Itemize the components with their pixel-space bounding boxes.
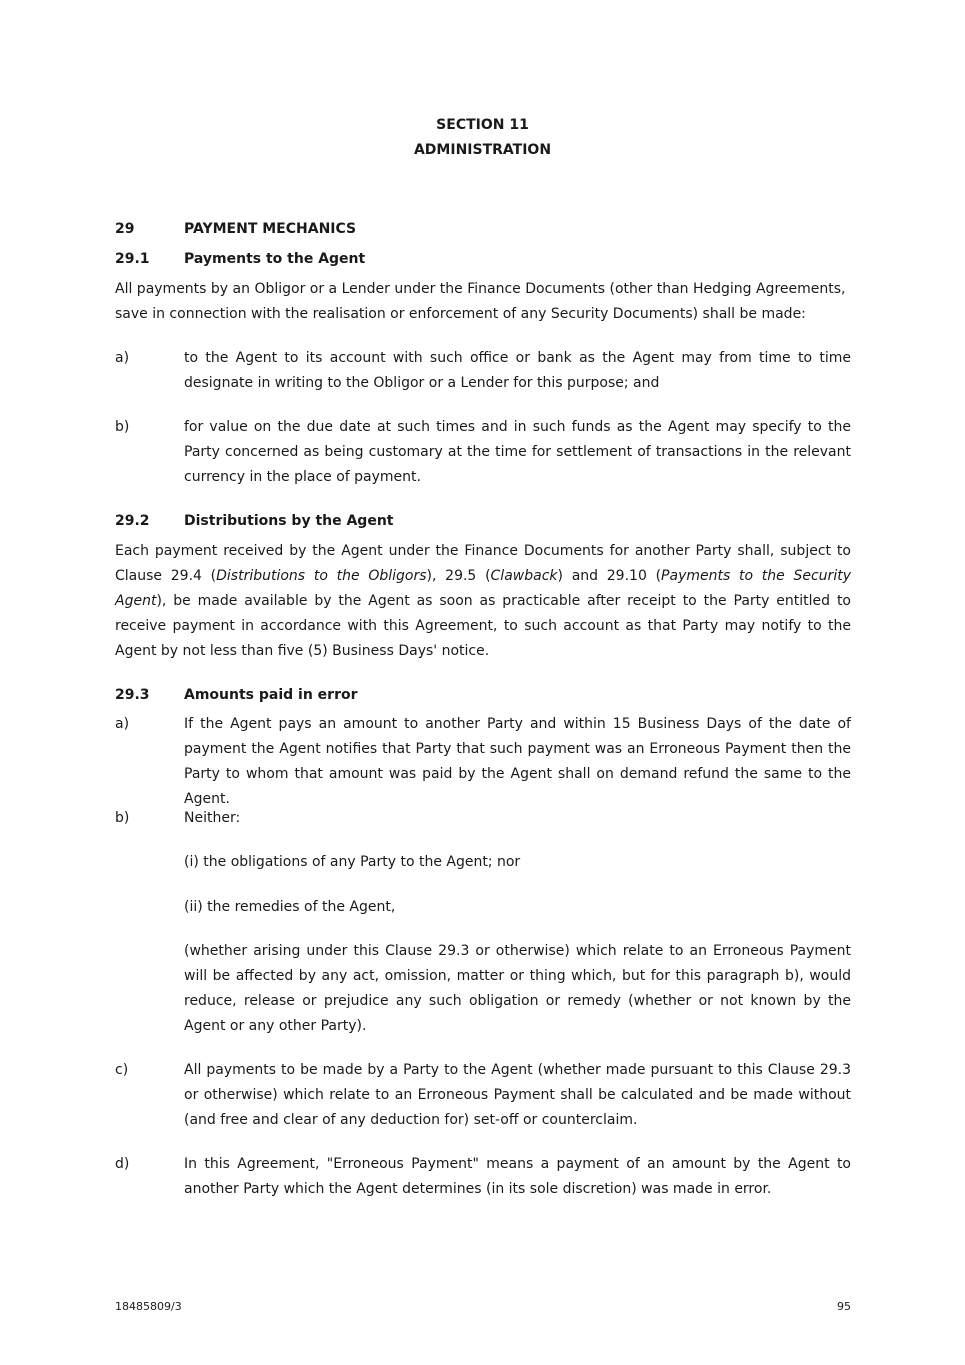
clause-29-3-b-tail: (whether arising under this Clause 29.3 or otherwise) which relate to an Erroneous Payment will be affected by any act, omission, matter or thing which, but for this paragraph b), would reduce, release or prejudice any such obligation or remedy (whether or not known by the Agent or any other Party). [184, 943, 851, 1034]
clause-29-3-c-marker: c) [115, 1062, 129, 1078]
clause-29-3-a-text: If the Agent pays an amount to another Party and within 15 Business Days of the date of payment the Agent notifies that Party that such payment was an Erroneous Payment then the Party to whom that amount was paid by the Agent shall on demand refund the same to the Agent. [184, 716, 851, 807]
clause-29-1-a-text: to the Agent to its account with such office or bank as the Agent may from time to time designate in writing to the Obligor or a Lender for this purpose; and [184, 350, 851, 391]
clause-29-2-number: 29.2 [115, 513, 150, 529]
clause-29-1-title: Payments to the Agent [184, 251, 366, 267]
clause-29-2-text-1: Each payment received by the Agent under the Finance Documents for another Party shall, subject to Clause 29.4 ( [115, 543, 851, 584]
clause-29-1-b-marker: b) [115, 419, 130, 435]
clause-29-3-number: 29.3 [115, 687, 150, 703]
clause-29-1-number: 29.1 [115, 251, 150, 267]
footer-page-number: 95 [837, 1300, 851, 1313]
clause-29-2-ref-security-agent: Payments to the Security Agent [115, 568, 851, 609]
clause-29-1-intro: All payments by an Obligor or a Lender under the Finance Documents (other than Hedging Agreements, save in connection with the realisation or enforcement of any Security Documents) shall be made: [115, 281, 846, 322]
clause-29-3-b-text: Neither: [184, 810, 241, 826]
section-label: SECTION 11 [436, 117, 529, 133]
clause-29-2-text-4: ), be made available by the Agent as soon as practicable after receipt to the Party entitled to receive payment in accordance with this Agreement, to such account as that Party may notify to the Agent by not less than five (5) Business Days' notice. [115, 593, 851, 659]
section-title: ADMINISTRATION [413, 142, 552, 158]
clause-29-3-title: Amounts paid in error [184, 687, 358, 703]
clause-29-3-b-marker: b) [115, 810, 130, 826]
clause-29-title: PAYMENT MECHANICS [184, 221, 357, 237]
clause-29-3-d-marker: d) [115, 1156, 130, 1172]
footer-doc-ref: 18485809/3 [115, 1300, 182, 1313]
clause-29-3-a-marker: a) [115, 716, 130, 732]
clause-29-3-b-ii: (ii) the remedies of the Agent, [184, 899, 396, 915]
clause-29-2-text-2: ), 29.5 ( [426, 568, 491, 584]
clause-29-number: 29 [115, 221, 135, 237]
clause-29-2-title: Distributions by the Agent [184, 513, 394, 529]
clause-29-3-d-text: In this Agreement, "Erroneous Payment" means a payment of an amount by the Agent to another Party which the Agent determines (in its sole discretion) was made in error. [184, 1156, 851, 1197]
clause-29-3-c-text: All payments to be made by a Party to the Agent (whether made pursuant to this Clause 29.3 or otherwise) which relate to an Erroneous Payment shall be calculated and be made without (and free and clear of any deduction for) set-off or counterclaim. [184, 1062, 851, 1128]
clause-29-2-paragraph [115, 539, 851, 664]
clause-29-3-b-i: (i) the obligations of any Party to the Agent; nor [184, 854, 521, 870]
clause-29-2-text-3: ) and 29.10 ( [557, 568, 662, 584]
clause-29-1-a-marker: a) [115, 350, 130, 366]
clause-29-1-b-text: for value on the due date at such times and in such funds as the Agent may specify to the Party concerned as being customary at the time for settlement of transactions in the relevant currency in the place of payment. [184, 419, 851, 485]
clause-29-2-ref-distributions: Distributions to the Obligors [216, 568, 427, 584]
clause-29-2-ref-clawback: Clawback [490, 568, 558, 584]
